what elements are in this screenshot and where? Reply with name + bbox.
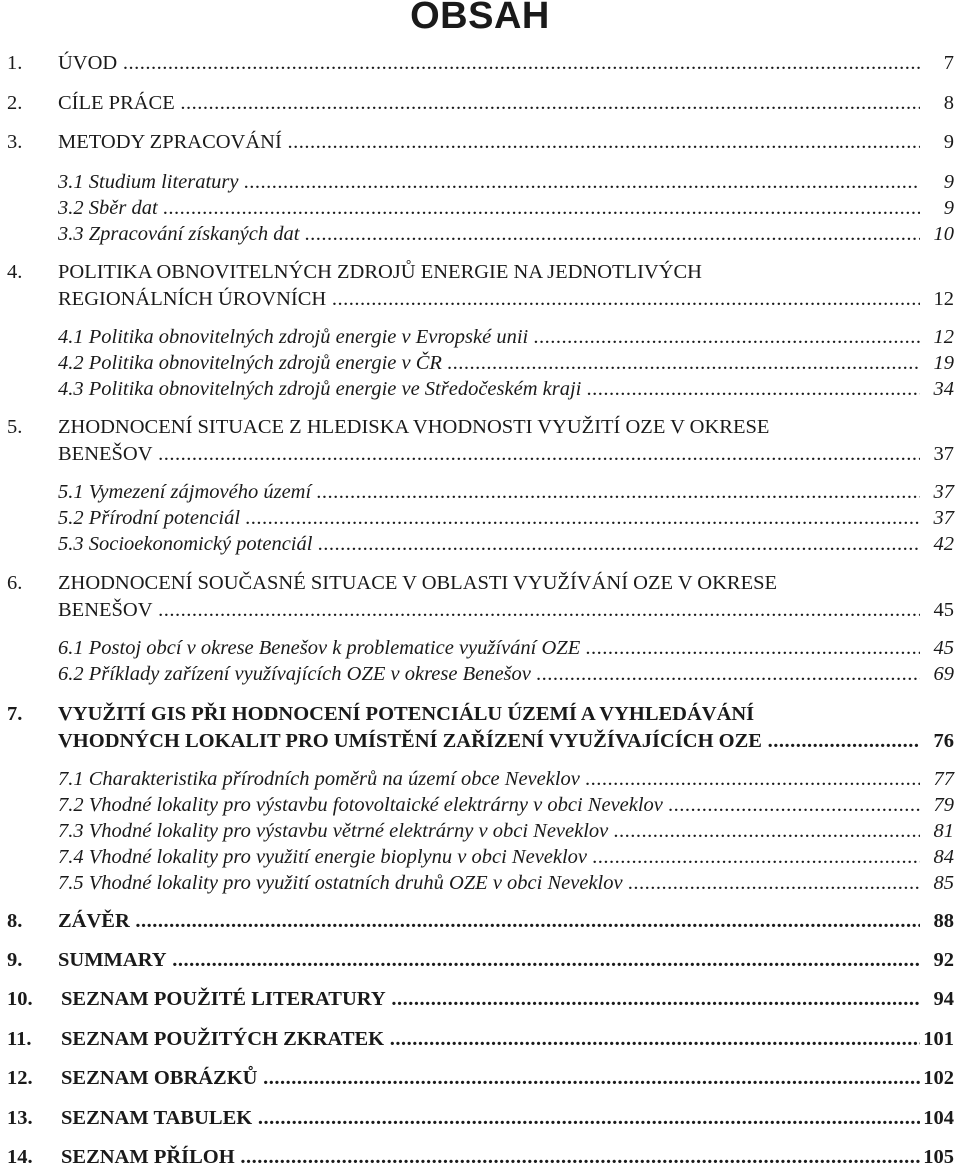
toc-entry-title: 4.3 Politika obnovitelných zdrojů energie ve Středočeském kraji .....: [58, 375, 920, 403]
toc-entry-title: 4.2 Politika obnovitelných zdrojů energie v ČR .....: [58, 349, 920, 377]
toc-entry-number: 12.: [7, 1067, 33, 1089]
toc-entry-title-line1: POLITIKA OBNOVITELNÝCH ZDROJŮ ENERGIE NA JEDNOTLIVÝCH: [58, 261, 702, 283]
toc-entry-4-1[interactable]: [0, 323, 960, 351]
toc-entry-title: 7.5 Vhodné lokality pro využití ostatních druhů OZE v obci Neveklov .....: [58, 869, 920, 897]
toc-entry-5-2[interactable]: [0, 504, 960, 532]
toc-entry-2[interactable]: [0, 89, 960, 117]
toc-entry-5-line1[interactable]: [0, 413, 960, 441]
toc-entry-number: 4.: [7, 261, 23, 283]
toc-entry-10[interactable]: [0, 985, 960, 1013]
toc-entry-title: ÚVOD .....: [58, 49, 920, 77]
toc-entry-number: 13.: [7, 1107, 33, 1129]
toc-entry-page: 34: [932, 375, 955, 403]
toc-entry-title: ZÁVĚR .....: [58, 907, 920, 935]
toc-entry-page: 77: [932, 765, 955, 793]
toc-entry-6-line1[interactable]: [0, 569, 960, 597]
toc-entry-7-4[interactable]: [0, 843, 960, 871]
toc-entry-6[interactable]: [0, 596, 960, 624]
toc-entry-page: 7: [942, 49, 954, 77]
toc-entry-7-2[interactable]: [0, 791, 960, 819]
toc-entry-title: 3.1 Studium literatury .....: [58, 168, 920, 196]
toc-entry-title: SEZNAM TABULEK .....: [61, 1104, 920, 1132]
toc-entry-title: 5.3 Socioekonomický potenciál .....: [58, 530, 920, 558]
toc-entry-page: 88: [932, 907, 955, 935]
toc-entry-3-3[interactable]: [0, 220, 960, 248]
toc-entry-title: 4.1 Politika obnovitelných zdrojů energie v Evropské unii .....: [58, 323, 920, 351]
page-title: OBSAH: [410, 0, 550, 37]
toc-entry-page: 42: [932, 530, 955, 558]
toc-entry-number: 11.: [7, 1028, 32, 1050]
toc-entry-number: 3.: [7, 131, 23, 153]
toc-entry-4-2[interactable]: [0, 349, 960, 377]
toc-entry-4[interactable]: [0, 285, 960, 313]
toc-entry-5-3[interactable]: [0, 530, 960, 558]
toc-entry-title-line1: ZHODNOCENÍ SOUČASNÉ SITUACE V OBLASTI VYUŽÍVÁNÍ OZE V OKRESE: [58, 572, 778, 594]
toc-entry-page: 92: [932, 946, 955, 974]
toc-entry-1[interactable]: [0, 49, 960, 77]
toc-entry-title: SEZNAM POUŽITÝCH ZKRATEK .....: [61, 1025, 920, 1053]
toc-entry-number: 9.: [7, 949, 23, 971]
toc-entry-title: SEZNAM POUŽITÉ LITERATURY .....: [61, 985, 920, 1013]
toc-entry-title: 7.4 Vhodné lokality pro využití energie bioplynu v obci Neveklov .....: [58, 843, 920, 871]
toc-entry-title: CÍLE PRÁCE .....: [58, 89, 920, 117]
toc-entry-page: 101: [921, 1025, 954, 1053]
toc-entry-title: SEZNAM OBRÁZKŮ .....: [61, 1064, 920, 1092]
toc-entry-title: BENEŠOV .....: [58, 596, 920, 624]
toc-entry-12[interactable]: [0, 1064, 960, 1092]
toc-entry-3[interactable]: [0, 128, 960, 156]
toc-entry-number: 7.: [7, 703, 23, 725]
toc-entry-title: SUMMARY .....: [58, 946, 920, 974]
toc-entry-number: 2.: [7, 92, 23, 114]
toc-entry-7-5[interactable]: [0, 869, 960, 897]
toc-entry-title: REGIONÁLNÍCH ÚROVNÍCH .....: [58, 285, 920, 313]
toc-entry-page: 85: [932, 869, 955, 897]
toc-entry-page: 9: [942, 168, 954, 196]
toc-entry-7-3[interactable]: [0, 817, 960, 845]
toc-entry-7-1[interactable]: [0, 765, 960, 793]
toc-entry-page: 10: [932, 220, 955, 248]
toc-entry-page: 12: [932, 323, 955, 351]
toc-entry-number: 5.: [7, 416, 23, 438]
toc-entry-page: 69: [932, 660, 955, 688]
toc-entry-page: 9: [942, 128, 954, 156]
toc-entry-6-2[interactable]: [0, 660, 960, 688]
toc-entry-5[interactable]: [0, 440, 960, 468]
toc-entry-title: 7.2 Vhodné lokality pro výstavbu fotovoltaické elektrárny v obci Neveklov .....: [58, 791, 920, 819]
toc-entry-4-line1[interactable]: [0, 258, 960, 286]
toc-entry-page: 81: [932, 817, 955, 845]
toc-entry-11[interactable]: [0, 1025, 960, 1053]
toc-entry-number: 6.: [7, 572, 23, 594]
toc-entry-title: 6.2 Příklady zařízení využívajících OZE v okrese Benešov .....: [58, 660, 920, 688]
toc-entry-3-2[interactable]: [0, 194, 960, 222]
toc-entry-3-1[interactable]: [0, 168, 960, 196]
toc-entry-page: 45: [932, 596, 955, 624]
toc-entry-page: 94: [932, 985, 955, 1013]
toc-entry-number: 1.: [7, 52, 23, 74]
toc-entry-page: 45: [932, 634, 955, 662]
toc-entry-7[interactable]: [0, 727, 960, 755]
toc-entry-6-1[interactable]: [0, 634, 960, 662]
toc-entry-page: 102: [921, 1064, 954, 1092]
toc-entry-page: 84: [932, 843, 955, 871]
toc-entry-page: 9: [942, 194, 954, 222]
toc-entry-7-line1[interactable]: [0, 700, 960, 728]
toc-entry-5-1[interactable]: [0, 478, 960, 506]
toc-entry-title: 7.1 Charakteristika přírodních poměrů na území obce Neveklov .....: [58, 765, 920, 793]
toc-entry-number: 10.: [7, 988, 33, 1010]
toc-entry-8[interactable]: [0, 907, 960, 935]
toc-entry-page: 19: [932, 349, 955, 377]
toc-entry-title-line1: VYUŽITÍ GIS PŘI HODNOCENÍ POTENCIÁLU ÚZEMÍ A VYHLEDÁVÁNÍ: [58, 703, 755, 725]
toc-entry-number: 14.: [7, 1146, 33, 1168]
toc-entry-page: 37: [932, 504, 955, 532]
toc-entry-4-3[interactable]: [0, 375, 960, 403]
toc-entry-page: 8: [942, 89, 954, 117]
toc-entry-title: 3.2 Sběr dat .....: [58, 194, 920, 222]
toc-entry-title: 3.3 Zpracování získaných dat .....: [58, 220, 920, 248]
toc-entry-title: VHODNÝCH LOKALIT PRO UMÍSTĚNÍ ZAŘÍZENÍ VYUŽÍVAJÍCÍCH OZE .....: [58, 727, 920, 755]
toc-entry-page: 79: [932, 791, 955, 819]
toc-entry-title: BENEŠOV .....: [58, 440, 920, 468]
toc-entry-page: 76: [932, 727, 955, 755]
toc-entry-title-line1: ZHODNOCENÍ SITUACE Z HLEDISKA VHODNOSTI VYUŽITÍ OZE V OKRESE: [58, 416, 770, 438]
toc-entry-title: 7.3 Vhodné lokality pro výstavbu větrné elektrárny v obci Neveklov .....: [58, 817, 920, 845]
toc-entry-page: 104: [921, 1104, 954, 1132]
toc-entry-title: SEZNAM PŘÍLOH .....: [61, 1143, 920, 1171]
toc-entry-page: 105: [921, 1143, 954, 1171]
toc-entry-title: 5.1 Vymezení zájmového území .....: [58, 478, 920, 506]
toc-entry-title: METODY ZPRACOVÁNÍ .....: [58, 128, 920, 156]
toc-entry-title: 6.1 Postoj obcí v okrese Benešov k problematice využívání OZE .....: [58, 634, 920, 662]
toc-entry-page: 12: [932, 285, 955, 313]
toc-entry-page: 37: [932, 440, 955, 468]
toc-entry-title: 5.2 Přírodní potenciál .....: [58, 504, 920, 532]
toc-entry-number: 8.: [7, 910, 23, 932]
toc-entry-13[interactable]: [0, 1104, 960, 1132]
toc-entry-9[interactable]: [0, 946, 960, 974]
toc-entry-page: 37: [932, 478, 955, 506]
